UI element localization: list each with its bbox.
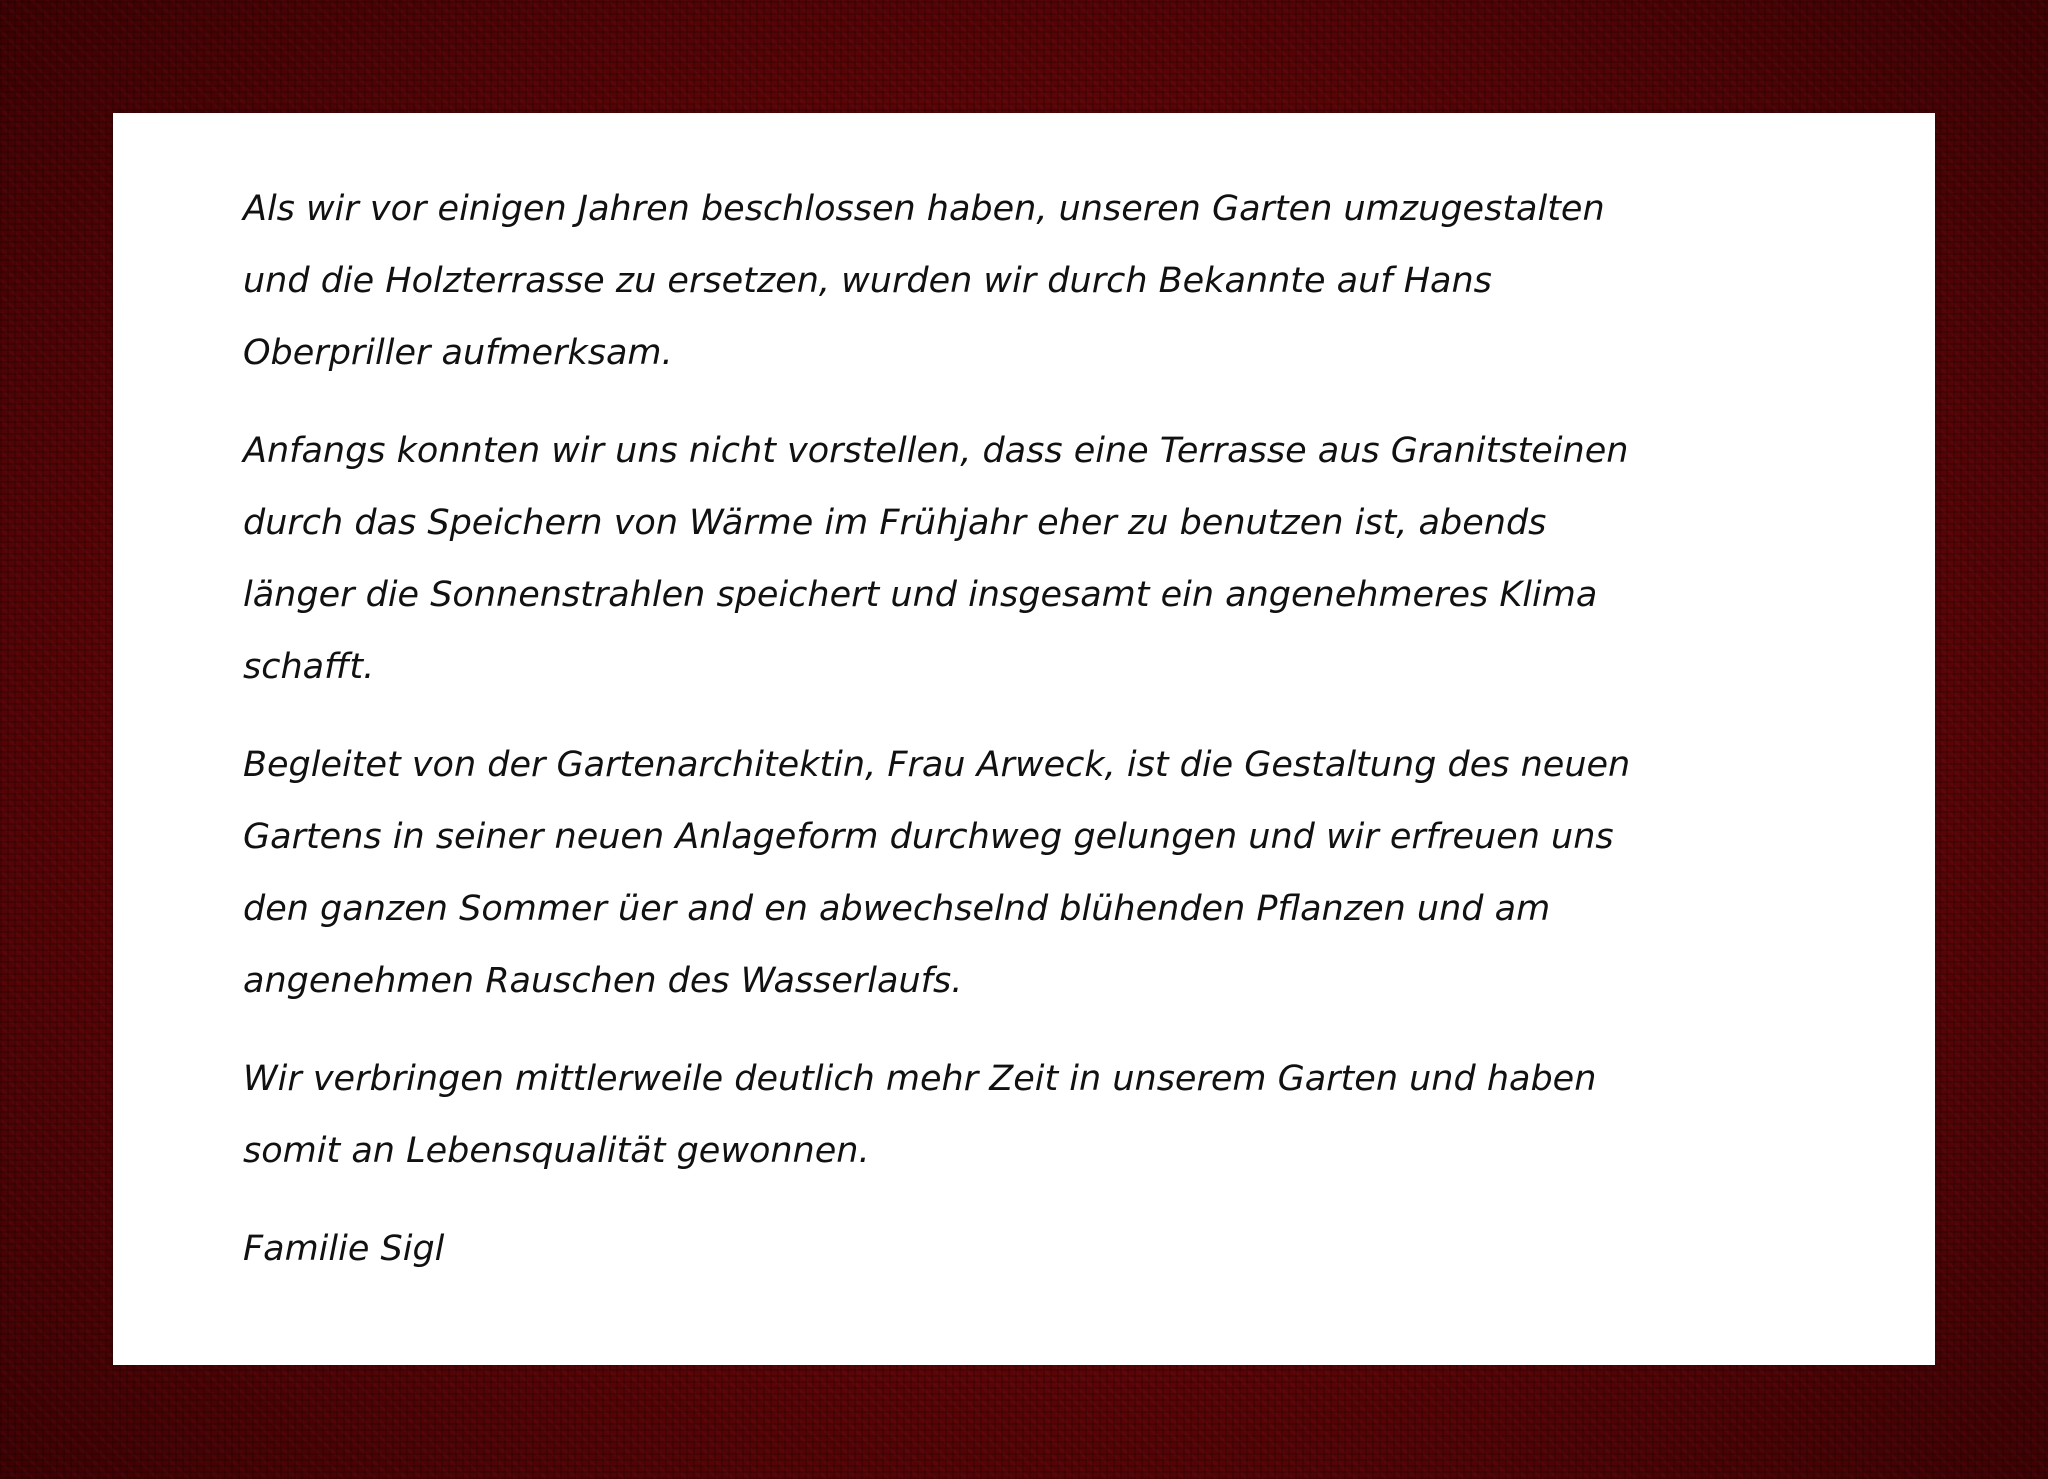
text-line: und die Holzterrasse zu ersetzen, wurden wir durch Bekannte auf Hans (243, 261, 1492, 301)
text-line: durch das Speichern von Wärme im Frühjahr eher zu benutzen ist, abends (243, 503, 1547, 543)
text-line: Als wir vor einigen Jahren beschlossen haben, unseren Garten umzugestalten (243, 189, 1605, 229)
letter-body (243, 173, 1833, 1311)
text-line: länger die Sonnenstrahlen speichert und insgesamt ein angenehmeres Klima (243, 575, 1598, 615)
text-line: Oberpriller aufmerksam. (243, 333, 673, 373)
text-line: Wir verbringen mittlerweile deutlich mehr Zeit in unserem Garten und haben (243, 1059, 1597, 1099)
text-line: somit an Lebensqualität gewonnen. (243, 1131, 870, 1171)
letter-card (113, 113, 1935, 1365)
paragraph-4 (243, 1043, 1833, 1187)
text-line: Gartens in seiner neuen Anlageform durchweg gelungen und wir erfreuen uns (243, 817, 1614, 857)
text-line: schafft. (243, 647, 375, 687)
text-line: angenehmen Rauschen des Wasserlaufs. (243, 961, 963, 1001)
paragraph-3 (243, 729, 1833, 1017)
text-line: Begleitet von der Gartenarchitektin, Frau Arweck, ist die Gestaltung des neuen (243, 745, 1631, 785)
text-line: den ganzen Sommer üer and en abwechselnd blühenden Pflanzen und am (243, 889, 1551, 929)
paragraph-1 (243, 173, 1833, 389)
signature: Familie Sigl (243, 1229, 445, 1269)
paragraph-2 (243, 415, 1833, 703)
text-line: Anfangs konnten wir uns nicht vorstellen, dass eine Terrasse aus Granitsteinen (243, 431, 1629, 471)
